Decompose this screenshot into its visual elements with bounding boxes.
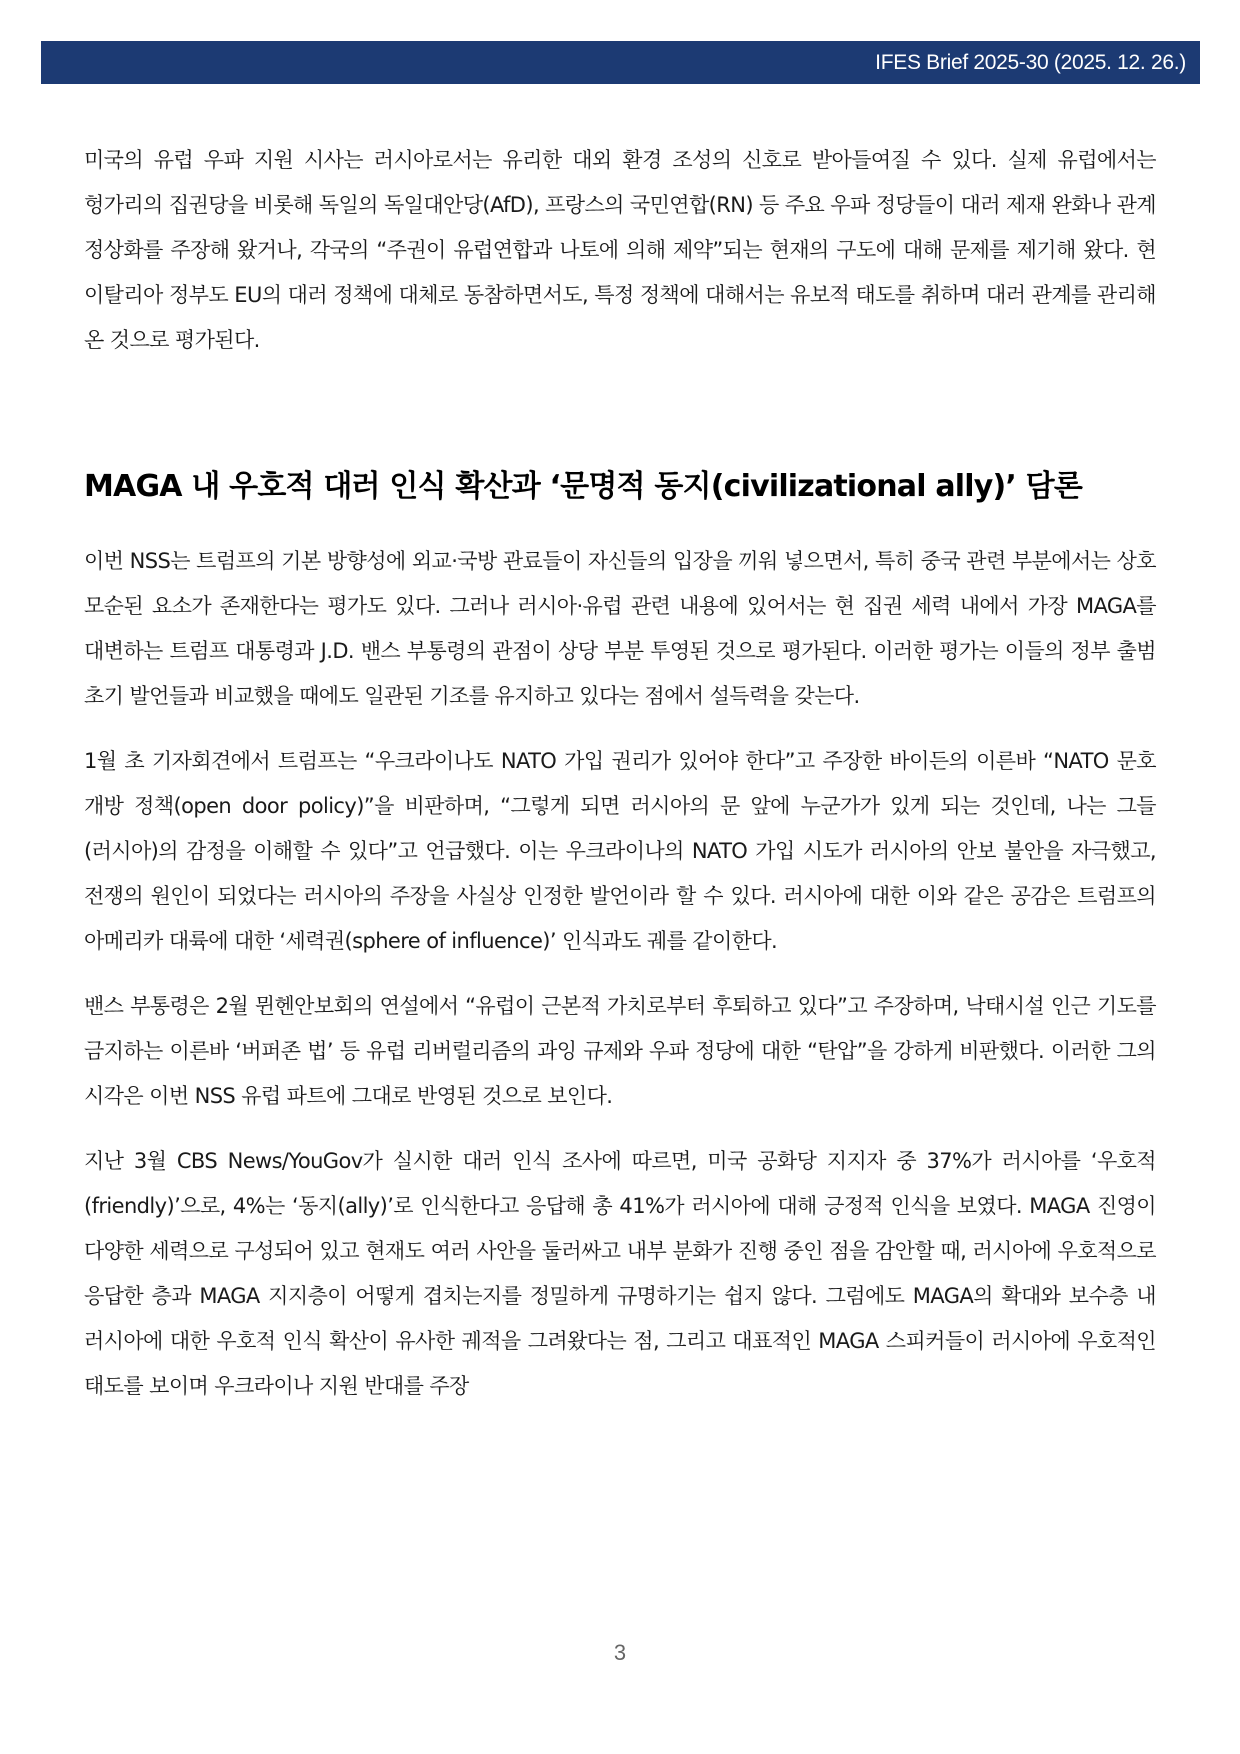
header-bar (41, 41, 1200, 84)
section-title: MAGA 내 우호적 대러 인식 확산과 ‘문명적 동지(civilizational ally)’ 담론 (84, 469, 1083, 504)
document-body (84, 138, 1156, 1409)
intro-paragraph: 미국의 유럽 우파 지원 시사는 러시아로서는 유리한 대외 환경 조성의 신호로 받아들여질 수 있다. 실제 유럽에서는 헝가리의 집권당을 비롯해 독일의 독일대안당(AfD), 프랑스의 국민연합(RN) 등 주요 우파 정당들이 대러 제재 완화나 관계 정상화를 주장해 왔거나, 각국의 “주권이 유럽연합과 나토에 의해 제약”되는 현재의 구도에 대해 문제를 제기해 왔다. 현 이탈리아 정부도 EU의 대러 정책에 대체로 동참하면서도, 특정 정책에 대해서는 유보적 태도를 취하며 대러 관계를 관리해 온 것으로 평가된다. (84, 148, 1156, 352)
body-paragraph-1: 이번 NSS는 트럼프의 기본 방향성에 외교·국방 관료들이 자신들의 입장을 끼워 넣으면서, 특히 중국 관련 부분에서는 상호 모순된 요소가 존재한다는 평가도 있다. 그러나 러시아·유럽 관련 내용에 있어서는 현 집권 세력 내에서 가장 MAGA를 대변하는 트럼프 대통령과 J.D. 밴스 부통령의 관점이 상당 부분 투영된 것으로 평가된다. 이러한 평가는 이들의 정부 출범 초기 발언들과 비교했을 때에도 일관된 기조를 유지하고 있다는 점에서 설득력을 갖는다. (84, 549, 1156, 708)
brief-label: IFES Brief 2025-30 (2025. 12. 26.) (875, 51, 1186, 74)
body-paragraph-3: 밴스 부통령은 2월 뮌헨안보회의 연설에서 “유럽이 근본적 가치로부터 후퇴하고 있다”고 주장하며, 낙태시설 인근 기도를 금지하는 이른바 ‘버퍼존 법’ 등 유럽 리버럴리즘의 과잉 규제와 우파 정당에 대한 “탄압”을 강하게 비판했다. 이러한 그의 시각은 이번 NSS 유럽 파트에 그대로 반영된 것으로 보인다. (84, 994, 1156, 1108)
page-number: 3 (613, 1640, 627, 1665)
body-paragraph-2: 1월 초 기자회견에서 트럼프는 “우크라이나도 NATO 가입 권리가 있어야 한다”고 주장한 바이든의 이른바 “NATO 문호 개방 정책(open door policy)”을 비판하며, “그렇게 되면 러시아의 문 앞에 누군가가 있게 되는 것인데, 나는 그들(러시아)의 감정을 이해할 수 있다”고 언급했다. 이는 우크라이나의 NATO 가입 시도가 러시아의 안보 불안을 자극했고, 전쟁의 원인이 되었다는 러시아의 주장을 사실상 인정한 발언이라 할 수 있다. 러시아에 대한 이와 같은 공감은 트럼프의 아메리카 대륙에 대한 ‘세력권(sphere of influence)’ 인식과도 궤를 같이한다. (84, 749, 1156, 953)
body-paragraph-4: 지난 3월 CBS News/YouGov가 실시한 대러 인식 조사에 따르면, 미국 공화당 지지자 중 37%가 러시아를 ‘우호적(friendly)’으로, 4%는 ‘동지(ally)’로 인식한다고 응답해 총 41%가 러시아에 대해 긍정적 인식을 보였다. MAGA 진영이 다양한 세력으로 구성되어 있고 현재도 여러 사안을 둘러싸고 내부 분화가 진행 중인 점을 감안할 때, 러시아에 우호적으로 응답한 층과 MAGA 지지층이 어떻게 겹치는지를 정밀하게 규명하기는 쉽지 않다. 그럼에도 MAGA의 확대와 보수층 내 러시아에 대한 우호적 인식 확산이 유사한 궤적을 그려왔다는 점, 그리고 대표적인 MAGA 스피커들이 러시아에 우호적인 태도를 보이며 우크라이나 지원 반대를 주장 (84, 1149, 1156, 1398)
